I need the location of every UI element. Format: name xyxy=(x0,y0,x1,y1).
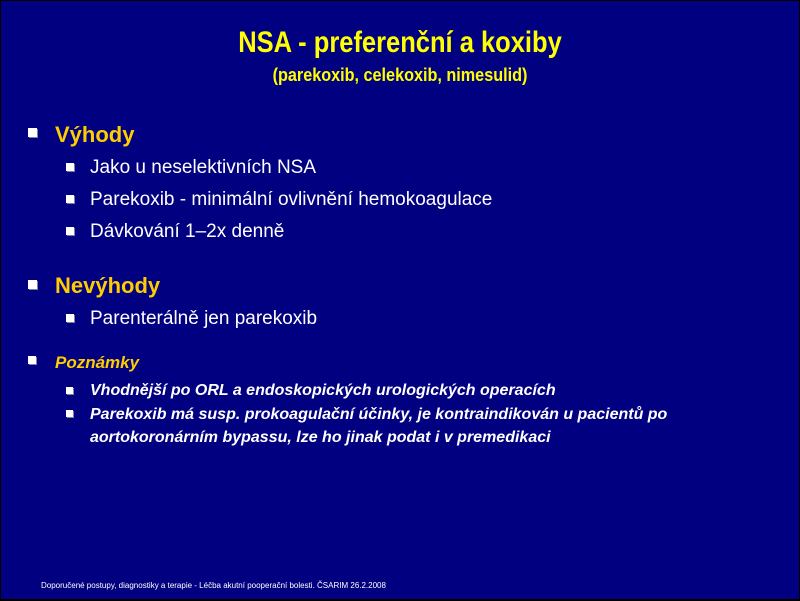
slide-subtitle: (parekoxib, celekoxib, nimesulid) xyxy=(272,65,528,85)
slide-title: NSA - preferenční a koxiby xyxy=(238,26,562,59)
square-bullet-icon xyxy=(66,195,74,203)
square-bullet-icon xyxy=(66,163,74,171)
square-bullet-icon xyxy=(28,356,36,364)
footer-citation: Doporučené postupy, diagnostiky a terapie - Léčba akutní pooperační bolesti. ČSARIM 26.2.2008 xyxy=(41,581,386,590)
square-bullet-icon xyxy=(66,387,73,394)
list-item: Dávkování 1–2x denně xyxy=(90,221,285,242)
square-bullet-icon xyxy=(28,280,37,289)
list-item: Parenterálně jen parekoxib xyxy=(90,308,318,329)
list-item: Jako u neselektivních NSA xyxy=(90,157,317,178)
section-heading-advantages: Výhody xyxy=(55,122,135,147)
square-bullet-icon xyxy=(28,128,37,137)
list-item: Parekoxib - minimální ovlivnění hemokoagulace xyxy=(90,189,493,210)
note-item: Parekoxib má susp. prokoagulační účinky, je kontraindikován u pacientů po aortokoronárním bypassu, lze ho jinak podat i v premedikaci xyxy=(90,406,668,446)
note-item: Vhodnější po ORL a endoskopických urologických operacích xyxy=(90,382,556,399)
notes-heading: Poznámky xyxy=(55,353,140,372)
section-heading-disadvantages: Nevýhody xyxy=(55,273,161,298)
slide xyxy=(1,1,799,599)
square-bullet-icon xyxy=(66,227,74,235)
square-bullet-icon xyxy=(66,410,73,417)
square-bullet-icon xyxy=(66,314,74,322)
